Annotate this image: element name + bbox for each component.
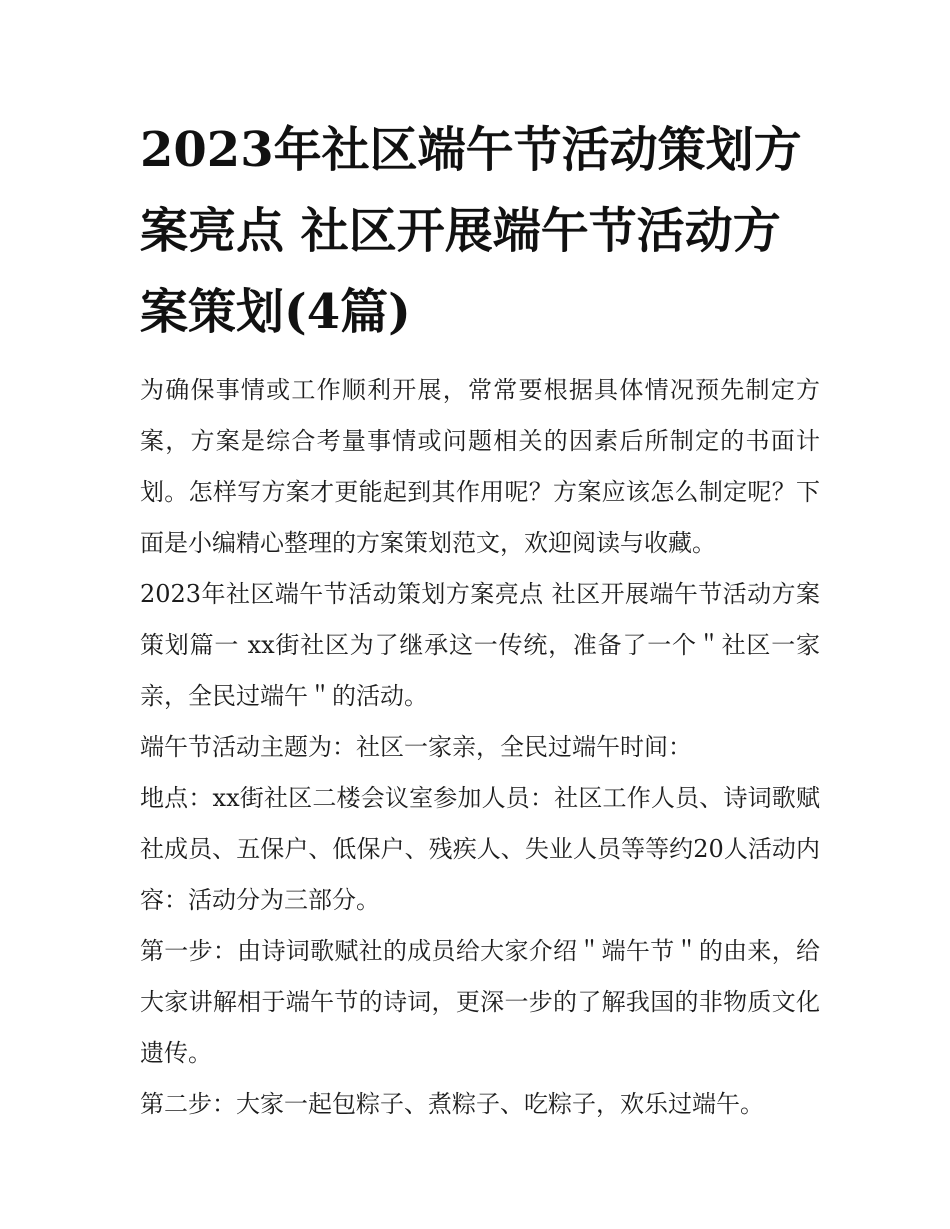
document-title: 2023年社区端午节活动策划方案亮点 社区开展端午节活动方案策划(4篇) xyxy=(140,122,802,340)
paragraph-step-two: 第二步：大家一起包粽子、煮粽子、吃粽子，欢乐过端午。 xyxy=(140,1090,764,1118)
paragraph-theme: 端午节活动主题为：社区一家亲，全民过端午时间： xyxy=(140,733,692,761)
paragraph-intro: 为确保事情或工作顺利开展，常常要根据具体情况预先制定方案，方案是综合考量事情或问题相关的因素后所制定的书面计划。怎样写方案才更能起到其作用呢？方案应该怎么制定呢？下面是小编精心整理的方案策划范文，欢迎阅读与收藏。 xyxy=(140,376,820,557)
document-page xyxy=(140,110,820,1130)
paragraph-location: 地点：xx街社区二楼会议室参加人员：社区工作人员、诗词歌赋社成员、五保户、低保户、残疾人、失业人员等等约20人活动内容：活动分为三部分。 xyxy=(140,784,820,914)
paragraph-step-one: 第一步：由诗词歌赋社的成员给大家介绍＂端午节＂的由来，给大家讲解相于端午节的诗词，更深一步的了解我国的非物质文化遗传。 xyxy=(140,937,820,1067)
paragraph-section-one: 2023年社区端午节活动策划方案亮点 社区开展端午节活动方案策划篇一 xx街社区为了继承这一传统，准备了一个＂社区一家亲，全民过端午＂的活动。 xyxy=(140,580,820,710)
